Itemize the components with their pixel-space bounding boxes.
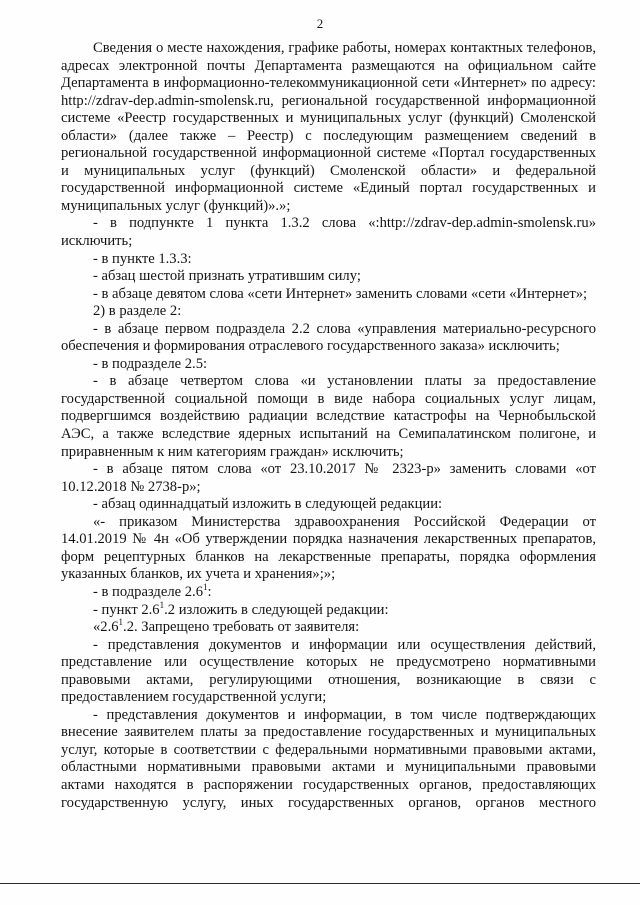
paragraph-text-after: .2 изложить в следующей редакции:: [164, 601, 389, 618]
paragraph: [61, 373, 596, 461]
paragraph: [61, 286, 596, 304]
paragraph: [61, 637, 596, 707]
paragraph: [61, 707, 596, 812]
paragraph-text: - абзац одиннадцатый изложить в следующей редакции:: [93, 496, 443, 513]
document-body: [61, 40, 596, 812]
paragraph-text: - в абзаце первом подраздела 2.2 слова «управления материально-ресурсного обеспечения и формирования отраслевого государственного заказа» исключить;: [61, 320, 596, 355]
paragraph-text: - в абзаце девятом слова «сети Интернет» заменить словами «сети «Интернет»;: [93, 285, 588, 302]
bottom-divider: [0, 883, 640, 884]
paragraph: [61, 599, 596, 620]
paragraph-text: Сведения о месте нахождения, графике работы, номерах контактных телефонов, адресах электронной почты Департамента размещаются на официальном сайте Департамента в информационно-телекоммуникационной сети «Интернет» по адресу: http://zdrav-dep.admin-smolensk.ru, региональной государственной информационной системе «Реестр государственных и муниципальных услуг (функций) Смоленской области» (далее также – Реестр) с последующим размещением сведений в региональной государственной информационной системе «Портал государственных и муниципальных услуг (функций) Смоленской области» и федеральной государственной информационной системе «Единый портал государственных и муниципальных услуг (функций)».»;: [61, 40, 596, 214]
paragraph-text: - представления документов и информации или осуществления действий, представление или осуществление которых не предусмотрено нормативными правовыми актами, регулирующими отношения, возникающие в связи с предоставлением государственной услуги;: [61, 636, 596, 706]
paragraph-text: - в абзаце пятом слова «от 23.10.2017 № 2323-р» заменить словами «от 10.12.2018 № 2738-р»;: [61, 461, 596, 495]
paragraph: [61, 584, 596, 602]
paragraph-text: - пункт 2.6: [93, 601, 160, 618]
paragraph: [61, 215, 596, 250]
paragraph-text: - в абзаце четвертом слова «и установлении платы за предоставление государственной социальной помощи в виде набора социальных услуг лицам, подвергшимся воздействию радиации вследствие катастрофы на Чернобыльской АЭС, а также вследствие ядерных испытаний на Семипалатинском полигоне, и приравненным к ним категориям граждан» исключить;: [61, 373, 596, 460]
paragraph-text: - в подразделе 2.6: [93, 583, 203, 600]
superscript: 1: [159, 599, 165, 610]
paragraph-text-after: :: [207, 583, 212, 600]
superscript: 1: [203, 582, 208, 593]
paragraph: [61, 40, 596, 215]
paragraph: [61, 268, 596, 286]
paragraph: [61, 303, 596, 321]
paragraph-text: - в подразделе 2.5:: [93, 355, 208, 372]
paragraph-text: «2.6: [93, 619, 119, 636]
paragraph: [61, 619, 596, 637]
page-number: 2: [316, 16, 324, 31]
paragraph-text: - в подпункте 1 пункта 1.3.2 слова «:http://zdrav-dep.admin-smolensk.ru» исключить;: [61, 215, 596, 250]
paragraph: [61, 321, 596, 356]
paragraph-text: 2) в разделе 2:: [93, 303, 182, 320]
superscript: 1: [118, 617, 124, 628]
paragraph: [61, 251, 596, 269]
paragraph: [61, 461, 596, 496]
paragraph-text: - абзац шестой признать утратившим силу;: [93, 268, 361, 285]
paragraph: [61, 496, 596, 514]
paragraph-text: «- приказом Министерства здравоохранения Российской Федерации от 14.01.2019 № 4н «Об утверждении порядка назначения лекарственных препаратов, форм рецептурных бланков на лекарственные препараты, порядка оформления указанных бланков, их учета и хранения»;»;: [61, 513, 596, 583]
paragraph-text-after: .2. Запрещено требовать от заявителя:: [123, 619, 360, 636]
paragraph: [61, 356, 596, 374]
paragraph: [61, 514, 596, 584]
paragraph-text: - представления документов и информации, в том числе подтверждающих внесение заявителем платы за предоставление государственных и муниципальных услуг, которые в соответствии с федеральными нормативными правовыми актами, областными нормативными правовыми актами и муниципальными правовыми актами находятся в распоряжении государственных органов, предоставляющих государственную услугу, иных государственных органов, органов местного: [61, 706, 596, 811]
paragraph-text: - в пункте 1.3.3:: [93, 250, 192, 267]
